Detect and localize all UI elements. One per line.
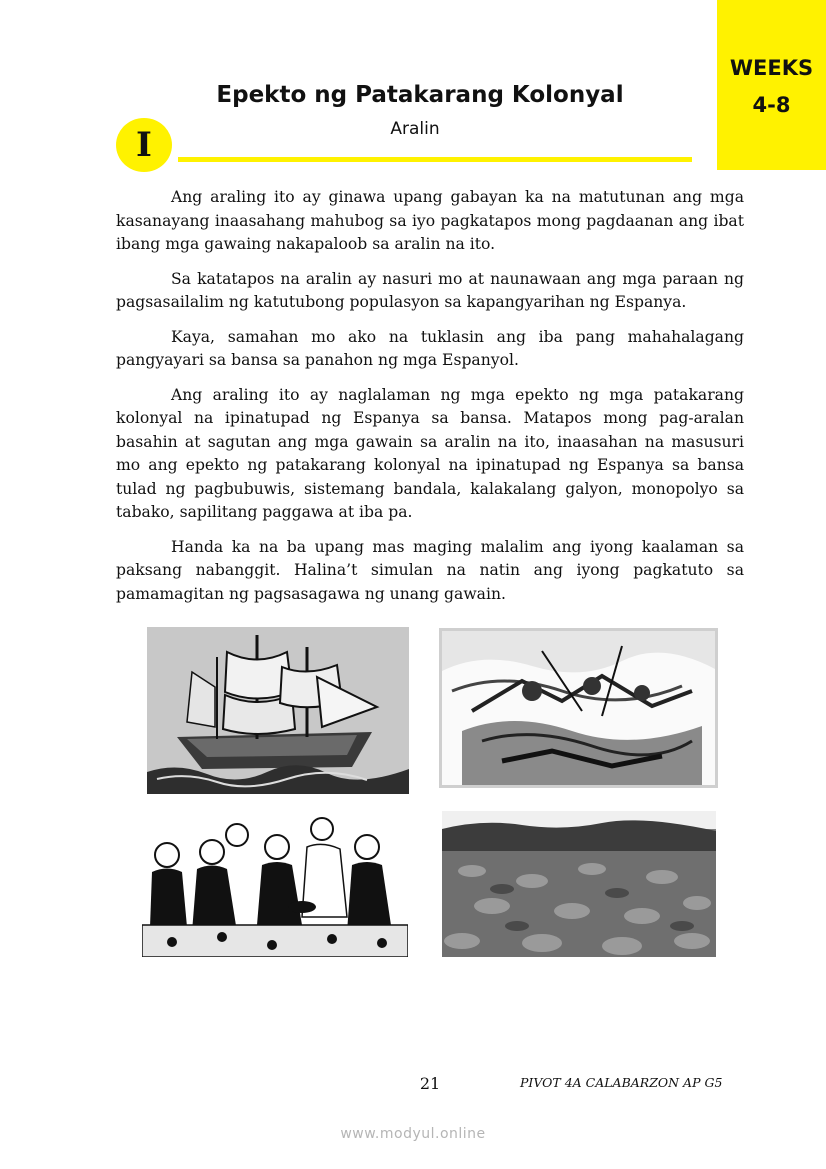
section-badge: I	[116, 118, 172, 172]
weeks-label: WEEKS	[729, 56, 814, 80]
battle-sketch-image	[439, 628, 718, 788]
lesson-body	[116, 186, 744, 617]
paragraph-2: Sa katatapos na aralin ay nasuri mo at naunawaan ang mga paraan ng pagsasailalim ng katutubong populasyon sa kapangyarihan ng Espanya.	[116, 269, 744, 311]
footer-reference: PIVOT 4A CALABARZON AP G5	[520, 1075, 723, 1090]
paragraph-5: Handa ka na ba upang mas maging malalim ang iyong kaalaman sa paksang nabanggit. Halina’t simulan na natin ang iyong pagkatuto sa pamamagitan ng pagsasagawa ng unang gawain.	[116, 537, 744, 603]
watermark: www.modyul.online	[340, 1126, 486, 1142]
paragraph-3: Kaya, samahan mo ako na tuklasin ang iba pang mahahalagang pangyayari sa bansa sa panahon ng mga Espanyol.	[116, 327, 744, 369]
lesson-subtitle: Aralin	[390, 119, 440, 139]
header-rule	[178, 157, 692, 162]
weeks-range: 4-8	[752, 93, 791, 117]
galleon-ship-image	[147, 627, 409, 794]
workers-sketch-image	[142, 807, 408, 957]
paragraph-4: Ang araling ito ay naglalaman ng mga epekto ng mga patakarang kolonyal na ipinatupad ng Espanya sa bansa. Matapos mong pag-aralan basahin at sagutan ang mga gawain sa aralin na ito, inaasahan na masusuri mo ang epekto ng patakarang kolonyal na ipinatupad ng Espanya sa bansa tulad ng pagbubuwis, sistemang bandala, kalakalang galyon, monopolyo sa tabako, sapilitang paggawa at iba pa.	[116, 385, 744, 521]
page-title: Epekto ng Patakarang Kolonyal	[216, 82, 624, 108]
tobacco-field-image	[442, 811, 716, 957]
paragraph-1: Ang araling ito ay ginawa upang gabayan ka na matutunan ang mga kasanayang inaasahang mahubog sa iyo pagkatapos mong pagdaanan ang ibat ibang mga gawaing nakapaloob sa aralin na ito.	[116, 188, 744, 253]
weeks-tab	[717, 0, 826, 170]
page-number: 21	[419, 1074, 441, 1093]
